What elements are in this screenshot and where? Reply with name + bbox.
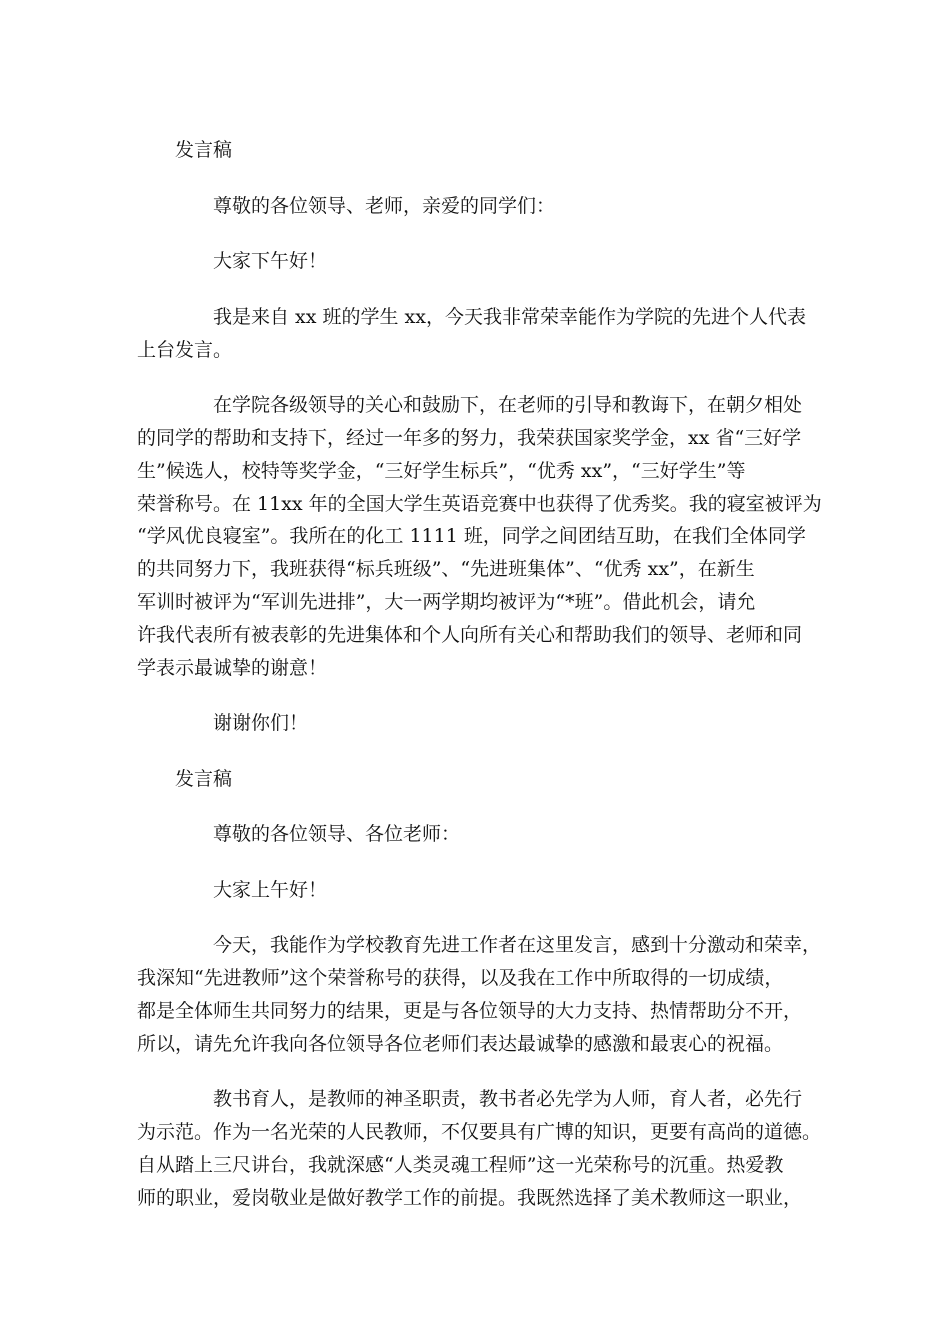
speech2-p1-line: 我深知“先进教师”这个荣誉称号的获得，以及我在工作中所取得的一切成绩， xyxy=(137,967,784,989)
speech1-salutation: 尊敬的各位领导、老师，亲爱的同学们： xyxy=(213,195,556,217)
speech1-p2-line: 的共同努力下，我班获得“标兵班级”、“先进班集体”、“优秀 xx”，在新生 xyxy=(137,558,755,580)
speech1-title: 发言稿 xyxy=(175,139,233,161)
speech1-closing: 谢谢你们！ xyxy=(213,712,309,734)
speech1-p1-line: 上台发言。 xyxy=(137,339,233,361)
speech1-p2-line: 学表示最诚挚的谢意！ xyxy=(137,657,328,679)
speech1-p2-line: 生”候选人，校特等奖学金，“三好学生标兵”，“优秀 xx”，“三好学生”等 xyxy=(137,460,746,482)
speech1-p2-line: 荣誉称号。在 11xx 年的全国大学生英语竞赛中也获得了优秀奖。我的寝室被评为 xyxy=(137,493,822,515)
speech1-p1-line: 我是来自 xx 班的学生 xx，今天我非常荣幸能作为学院的先进个人代表 xyxy=(213,306,806,328)
speech2-p1-line: 今天，我能作为学校教育先进工作者在这里发言，感到十分激动和荣幸， xyxy=(213,934,822,956)
speech2-p1-line: 所以，请先允许我向各位领导各位老师们表达最诚挚的感激和最衷心的祝福。 xyxy=(137,1033,784,1055)
speech2-p2-line: 为示范。作为一名光荣的人民教师，不仅要具有广博的知识，更要有高尚的道德。 xyxy=(137,1121,822,1143)
speech2-p1-line: 都是全体师生共同努力的结果，更是与各位领导的大力支持、热情帮助分不开， xyxy=(137,1000,803,1022)
speech2-title: 发言稿 xyxy=(175,768,233,790)
speech2-p2-line: 师的职业，爱岗敬业是做好教学工作的前提。我既然选择了美术教师这一职业， xyxy=(137,1187,803,1209)
speech1-p2-line: “学风优良寝室”。我所在的化工 1111 班，同学之间团结互助，在我们全体同学 xyxy=(137,525,806,547)
speech1-greeting: 大家下午好！ xyxy=(213,250,328,272)
speech1-p2-line: 许我代表所有被表彰的先进集体和个人向所有关心和帮助我们的领导、老师和同 xyxy=(137,624,803,646)
speech2-p2-line: 自从踏上三尺讲台，我就深感“人类灵魂工程师”这一光荣称号的沉重。热爱教 xyxy=(137,1154,784,1176)
speech2-greeting: 大家上午好！ xyxy=(213,879,328,901)
speech2-p2-line: 教书育人，是教师的神圣职责，教书者必先学为人师，育人者，必先行 xyxy=(213,1088,803,1110)
speech1-p2-line: 在学院各级领导的关心和鼓励下，在老师的引导和教诲下，在朝夕相处 xyxy=(213,394,803,416)
speech1-p2-line: 的同学的帮助和支持下，经过一年多的努力，我荣获国家奖学金，xx 省“三好学 xyxy=(137,427,802,449)
speech2-salutation: 尊敬的各位领导、各位老师： xyxy=(213,823,461,845)
speech1-p2-line: 军训时被评为“军训先进排”，大一两学期均被评为“*班”。借此机会，请允 xyxy=(137,591,756,613)
